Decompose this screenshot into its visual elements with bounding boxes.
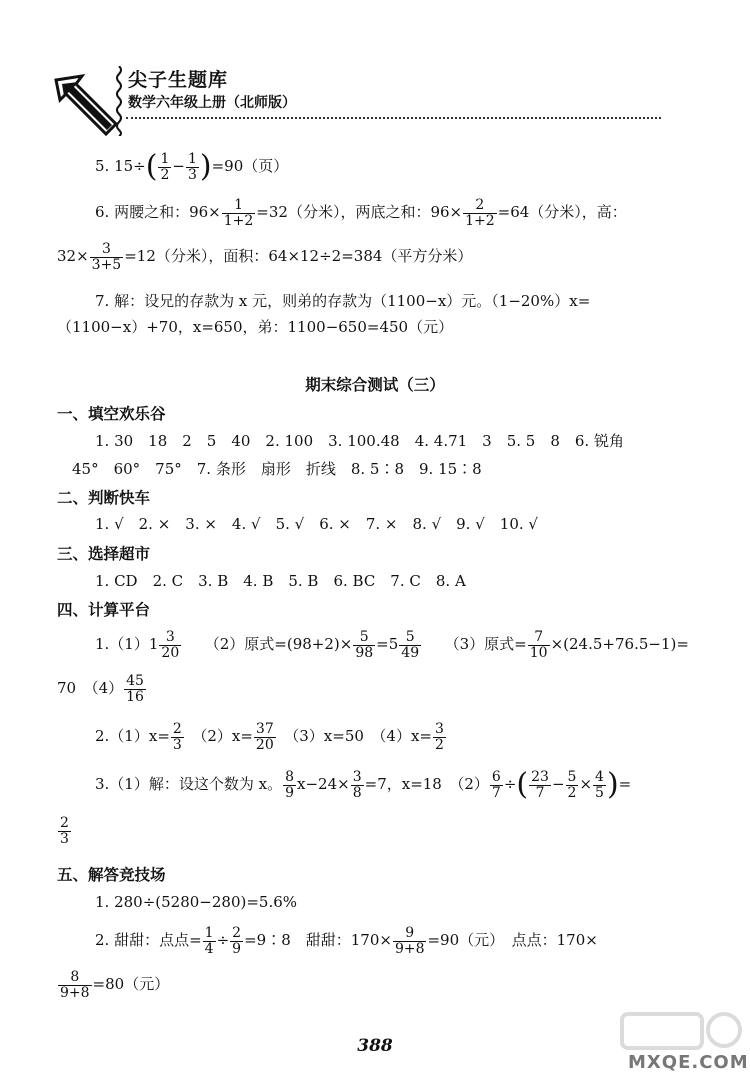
header-dotted-rule	[126, 117, 661, 119]
answer-line-7a: 7. 解：设兄的存款为 x 元，则弟的存款为（1100−x）元。（1−20%）x=	[95, 292, 591, 310]
watermark-text: MXQE.COM	[628, 1052, 749, 1073]
page-number: 388	[357, 1036, 393, 1056]
section-heading-4: 四、计算平台	[57, 601, 151, 619]
section-4-row-3b: $\frac{2}{3}$	[60, 815, 69, 847]
section-3-line-1: 1. CD 2. C 3. B 4. B 5. B 6. BC 7. C 8. A	[95, 572, 466, 590]
section-4-row-2: 2.（1）x= $\frac{2}{3}$ （2）x= $\frac{37}{20}$ （3）x=50 （4）x= $\frac{3}{2}$	[95, 721, 444, 753]
section-heading-2: 二、判断快车	[57, 489, 151, 507]
section-2-line-1: 1. √ 2. × 3. × 4. √ 5. √ 6. × 7. × 8. √ 9. √ 10. √	[95, 515, 538, 533]
section-4-row-1: 1.（1）1 $\frac{3}{20}$ （2）原式=(98+2)× $\frac{5}{98}$ =5 $\frac{5}{49}$ （3）原式= $\frac{7}{10}$ ×(24.5+76.5−1)=	[95, 629, 689, 661]
arrow-logo-icon	[52, 70, 122, 140]
section-4-row-3: 3.（1）解：设这个数为 x。 $\frac{8}{9}$ x−24× $\frac{3}{8}$ =7，x=18 （2） $\frac{6}{7}$ ÷( $\frac{23}{7}$ − $\frac{5}{2}$ × $\frac{4}{5}$ )=	[95, 767, 632, 803]
section-4-row-1b: 70 （4） $\frac{45}{16}$	[57, 673, 144, 705]
book-title: 尖子生题库	[128, 69, 229, 91]
section-heading-1: 一、填空欢乐谷	[57, 405, 166, 423]
answer-line-6a: 6. 两腰之和：96× $\frac{1}{1+2}$ =32（分米），两底之和：96× $\frac{2}{1+2}$ =64（分米），高：	[95, 197, 627, 229]
book-subtitle: 数学六年级上册（北师版）	[128, 95, 296, 111]
section-1-line-2: 45° 60° 75° 7. 条形 扇形 折线 8. 5∶8 9. 15∶8	[72, 460, 482, 478]
header-squiggle-divider	[114, 66, 124, 136]
answer-line-6b: 32× $\frac{3}{3+5}$ =12（分米），面积：64×12÷2=384（平方分米）	[57, 241, 473, 273]
test-title: 期末综合测试（三）	[305, 376, 445, 394]
answer-line-5: 5. 15÷( $\frac{1}{2}$ − $\frac{1}{3}$ )=90（页）	[95, 149, 289, 185]
section-5-row-2b: $\frac{8}{9+8}$ =80（元）	[60, 969, 170, 1001]
section-heading-3: 三、选择超市	[57, 545, 151, 563]
answer-line-7b: （1100−x）+70，x=650，弟：1100−650=450（元）	[57, 318, 454, 336]
section-heading-5: 五、解答竞技场	[57, 866, 166, 884]
section-5-row-2: 2. 甜甜：点点= $\frac{1}{4}$ ÷ $\frac{2}{9}$ =9∶8 甜甜：170× $\frac{9}{9+8}$ =90（元） 点点：170×	[95, 925, 598, 957]
section-1-line-1: 1. 30 18 2 5 40 2. 100 3. 100.48 4. 4.71 3 5. 5 8 6. 锐角	[95, 432, 624, 450]
section-5-line-1: 1. 280÷(5280−280)=5.6%	[95, 893, 298, 911]
